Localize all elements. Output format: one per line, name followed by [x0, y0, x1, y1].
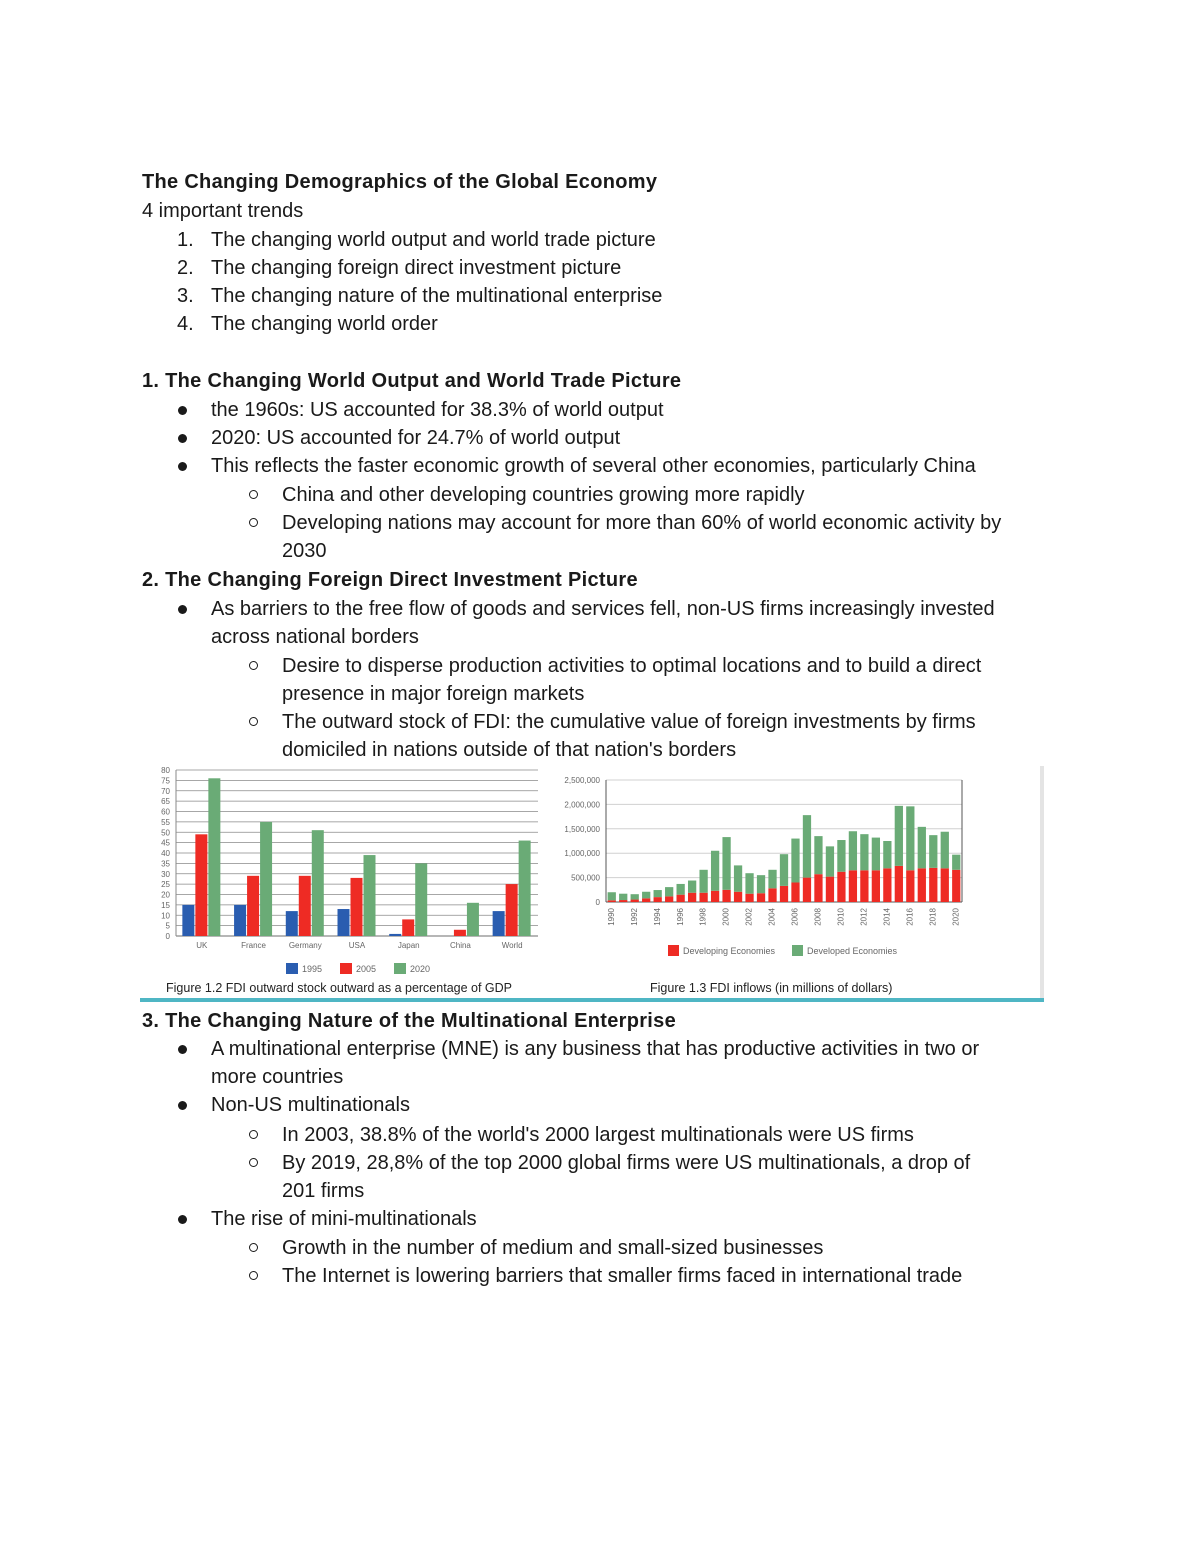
list-number: 2. [177, 257, 194, 279]
bar-1999-developed [711, 851, 719, 891]
legend-swatch [286, 963, 298, 974]
x-tick-label: 1992 [629, 908, 639, 926]
y-tick-label: 1,000,000 [564, 849, 600, 859]
bar-1994-developing [654, 897, 662, 902]
bar-1995-developed [665, 887, 673, 896]
legend-label: 2020 [410, 964, 431, 974]
bar-uk-2020 [208, 778, 220, 936]
list-item-continuation: presence in major foreign markets [282, 683, 585, 705]
bar-1997-developing [688, 893, 696, 902]
list-number: 1. [177, 229, 194, 251]
bar-japan-2005 [402, 919, 414, 936]
y-tick-label: 10 [161, 911, 170, 921]
bar-2001-developed [734, 865, 742, 891]
x-tick-label: 2016 [905, 908, 915, 926]
bullet-icon [178, 462, 187, 471]
bar-1997-developed [688, 881, 696, 893]
bar-1990-developing [608, 900, 616, 902]
y-tick-label: 60 [161, 807, 170, 817]
bar-world-2020 [519, 841, 531, 936]
bar-2001-developing [734, 892, 742, 902]
bar-2018-developing [929, 868, 937, 902]
bar-1996-developing [677, 895, 685, 902]
figures-svg [140, 766, 1058, 1002]
legend-label: 2005 [356, 964, 377, 974]
bar-2010-developing [837, 872, 845, 902]
list-item: The changing world order [211, 313, 438, 335]
list-item: China and other developing countries growing more rapidly [282, 484, 805, 506]
bar-uk-2005 [195, 834, 207, 936]
x-tick-label: France [241, 941, 267, 950]
y-tick-label: 2,000,000 [564, 800, 600, 810]
x-tick-label: 2008 [813, 908, 823, 926]
y-tick-label: 500,000 [571, 873, 600, 883]
list-item-continuation: across national borders [211, 626, 419, 648]
bar-1995-developing [665, 896, 673, 902]
y-tick-label: 75 [161, 776, 170, 786]
bar-2007-developed [803, 815, 811, 877]
list-item: The outward stock of FDI: the cumulative value of foreign investments by firms [282, 711, 976, 733]
y-tick-label: 55 [161, 817, 170, 827]
y-tick-label: 35 [161, 859, 170, 869]
figure-1-caption: Figure 1.2 FDI outward stock outward as a percentage of GDP [166, 981, 513, 995]
bar-1998-developing [699, 893, 707, 902]
bar-france-2005 [247, 876, 259, 936]
bar-1999-developing [711, 891, 719, 902]
bullet-icon [178, 1215, 187, 1224]
bar-usa-2020 [364, 855, 376, 936]
legend-swatch [394, 963, 406, 974]
bar-2010-developed [837, 840, 845, 872]
list-item: By 2019, 28,8% of the top 2000 global firms were US multinationals, a drop of [282, 1152, 971, 1174]
bar-germany-1995 [286, 911, 298, 936]
bar-1991-developing [619, 900, 627, 902]
bar-france-1995 [234, 905, 246, 936]
bar-1992-developed [631, 894, 639, 899]
list-item: Developing nations may account for more than 60% of world economic activity by [282, 512, 1002, 534]
list-item: The changing foreign direct investment picture [211, 257, 622, 279]
bar-2008-developed [814, 836, 822, 874]
x-tick-label: UK [196, 941, 208, 950]
bar-2020-developing [952, 870, 960, 902]
list-item: the 1960s: US accounted for 38.3% of world output [211, 399, 664, 421]
sub-bullet-icon [249, 1243, 258, 1252]
list-item: A multinational enterprise (MNE) is any business that has productive activities in two or [211, 1038, 980, 1060]
bar-2006-developing [791, 882, 799, 902]
bar-1993-developed [642, 892, 650, 899]
y-tick-label: 40 [161, 849, 170, 858]
bar-2018-developed [929, 835, 937, 868]
bar-2012-developing [860, 870, 868, 902]
bar-usa-1995 [338, 909, 350, 936]
y-tick-label: 15 [161, 900, 170, 910]
y-tick-label: 0 [165, 932, 170, 941]
legend-swatch [340, 963, 352, 974]
bar-2004-developed [768, 870, 776, 889]
bar-2012-developed [860, 834, 868, 870]
legend-label: 1995 [302, 964, 323, 974]
y-tick-label: 2,500,000 [564, 776, 600, 785]
x-tick-label: 2010 [836, 908, 846, 926]
bar-1992-developing [631, 900, 639, 902]
sub-bullet-icon [249, 717, 258, 726]
list-item: Growth in the number of medium and small-sized businesses [282, 1237, 824, 1259]
y-tick-label: 70 [161, 786, 170, 796]
bar-2014-developed [883, 841, 891, 868]
x-tick-label: 2018 [928, 908, 938, 926]
x-tick-label: 2014 [882, 908, 892, 926]
bar-2006-developed [791, 839, 799, 883]
bar-2013-developed [872, 838, 880, 871]
sub-bullet-icon [249, 490, 258, 499]
legend-swatch [792, 945, 803, 956]
y-tick-label: 5 [165, 921, 170, 931]
y-tick-label: 25 [161, 880, 170, 890]
bar-2005-developing [780, 886, 788, 902]
list-item: Non-US multinationals [211, 1094, 410, 1116]
list-item: As barriers to the free flow of goods and services fell, non-US firms increasingly invested [211, 598, 995, 620]
x-tick-label: 1994 [652, 908, 662, 926]
x-tick-label: 2000 [721, 908, 731, 926]
bar-1990-developed [608, 892, 616, 900]
bar-2000-developing [722, 890, 730, 902]
bar-2020-developed [952, 855, 960, 870]
bar-japan-2020 [415, 863, 427, 936]
y-tick-label: 20 [161, 890, 170, 900]
x-tick-label: Japan [397, 941, 420, 950]
bar-1998-developed [699, 870, 707, 893]
bar-2015-developing [895, 866, 903, 902]
bar-2002-developed [745, 873, 753, 893]
bar-2011-developed [849, 831, 857, 870]
bar-2016-developed [906, 806, 914, 870]
sub-bullet-icon [249, 1130, 258, 1139]
y-tick-label: 30 [161, 869, 170, 879]
bar-usa-2005 [351, 878, 363, 936]
bar-2013-developing [872, 870, 880, 902]
figure-2-caption: Figure 1.3 FDI inflows (in millions of dollars) [650, 981, 893, 995]
bar-world-1995 [493, 911, 505, 936]
list-item: The changing nature of the multinational enterprise [211, 285, 663, 307]
bar-china-2005 [454, 930, 466, 936]
list-item-continuation: 2030 [282, 540, 327, 562]
y-tick-label: 80 [161, 766, 170, 775]
sub-bullet-icon [249, 1158, 258, 1167]
list-item: 2020: US accounted for 24.7% of world output [211, 427, 621, 449]
legend-label: Developed Economies [807, 946, 898, 956]
bar-world-2005 [506, 884, 518, 936]
y-tick-label: 45 [161, 838, 170, 848]
bar-2017-developed [918, 827, 926, 868]
bar-2005-developed [780, 854, 788, 886]
legend-swatch [668, 945, 679, 956]
bar-2009-developing [826, 877, 834, 902]
section-1-heading: 1. The Changing World Output and World Trade Picture [142, 370, 682, 392]
sub-bullet-icon [249, 1271, 258, 1280]
x-tick-label: 2006 [790, 908, 800, 926]
list-item-continuation: 201 firms [282, 1180, 365, 1202]
section-2-heading: 2. The Changing Foreign Direct Investment Picture [142, 569, 638, 591]
figure-panel [140, 766, 1058, 1002]
bar-2017-developing [918, 868, 926, 902]
list-item: The rise of mini-multinationals [211, 1208, 477, 1230]
x-tick-label: China [449, 941, 471, 950]
x-tick-label: 1998 [698, 908, 708, 926]
bullet-icon [178, 605, 187, 614]
bullet-icon [178, 1101, 187, 1110]
bar-2003-developing [757, 893, 765, 902]
bar-2016-developing [906, 870, 914, 902]
bar-2019-developed [941, 832, 949, 869]
list-number: 4. [177, 313, 194, 335]
bar-2000-developed [722, 837, 730, 890]
x-tick-label: 2012 [859, 908, 869, 926]
section-3-heading: 3. The Changing Nature of the Multinational Enterprise [142, 1010, 677, 1032]
bar-2009-developed [826, 846, 834, 876]
bullet-icon [178, 434, 187, 443]
y-tick-label: 50 [161, 828, 170, 838]
bar-2019-developing [941, 868, 949, 902]
document-title: The Changing Demographics of the Global Economy [142, 171, 658, 193]
bar-japan-1995 [389, 934, 401, 936]
bar-2007-developing [803, 878, 811, 902]
list-item: This reflects the faster economic growth of several other economies, particularly China [211, 455, 976, 477]
bar-1996-developed [677, 884, 685, 895]
bar-france-2020 [260, 822, 272, 936]
list-item-continuation: domiciled in nations outside of that nation's borders [282, 739, 737, 761]
list-number: 3. [177, 285, 194, 307]
bullet-icon [178, 1045, 187, 1054]
bar-2008-developing [814, 874, 822, 902]
list-item: In 2003, 38.8% of the world's 2000 largest multinationals were US firms [282, 1124, 914, 1146]
bar-1991-developed [619, 894, 627, 900]
bar-2014-developing [883, 868, 891, 902]
x-tick-label: Germany [288, 941, 322, 950]
bar-germany-2020 [312, 830, 324, 936]
sub-bullet-icon [249, 661, 258, 670]
list-item: Desire to disperse production activities to optimal locations and to build a direct [282, 655, 982, 677]
bar-uk-1995 [182, 905, 194, 936]
bar-1994-developed [654, 890, 662, 897]
x-tick-label: USA [348, 941, 366, 950]
bar-2002-developing [745, 894, 753, 902]
x-tick-label: 1990 [606, 908, 616, 926]
x-tick-label: 2020 [951, 908, 961, 926]
bar-1993-developing [642, 898, 650, 902]
bar-china-2020 [467, 903, 479, 936]
x-tick-label: 2004 [767, 908, 777, 926]
bar-germany-2005 [299, 876, 311, 936]
x-tick-label: 2002 [744, 908, 754, 926]
intro-text: 4 important trends [142, 200, 304, 222]
x-tick-label: 1996 [675, 908, 685, 926]
y-tick-label: 65 [161, 797, 170, 807]
bullet-icon [178, 406, 187, 415]
list-item-continuation: more countries [211, 1066, 344, 1088]
list-item: The Internet is lowering barriers that smaller firms faced in international trade [282, 1265, 963, 1287]
legend-label: Developing Economies [683, 946, 776, 956]
x-tick-label: World [501, 941, 523, 950]
list-item: The changing world output and world trade picture [211, 229, 656, 251]
y-tick-label: 1,500,000 [564, 824, 600, 834]
bar-2015-developed [895, 806, 903, 866]
sub-bullet-icon [249, 518, 258, 527]
y-tick-label: 0 [595, 898, 600, 907]
bar-2004-developing [768, 888, 776, 902]
bar-2011-developing [849, 870, 857, 902]
bar-2003-developed [757, 875, 765, 893]
